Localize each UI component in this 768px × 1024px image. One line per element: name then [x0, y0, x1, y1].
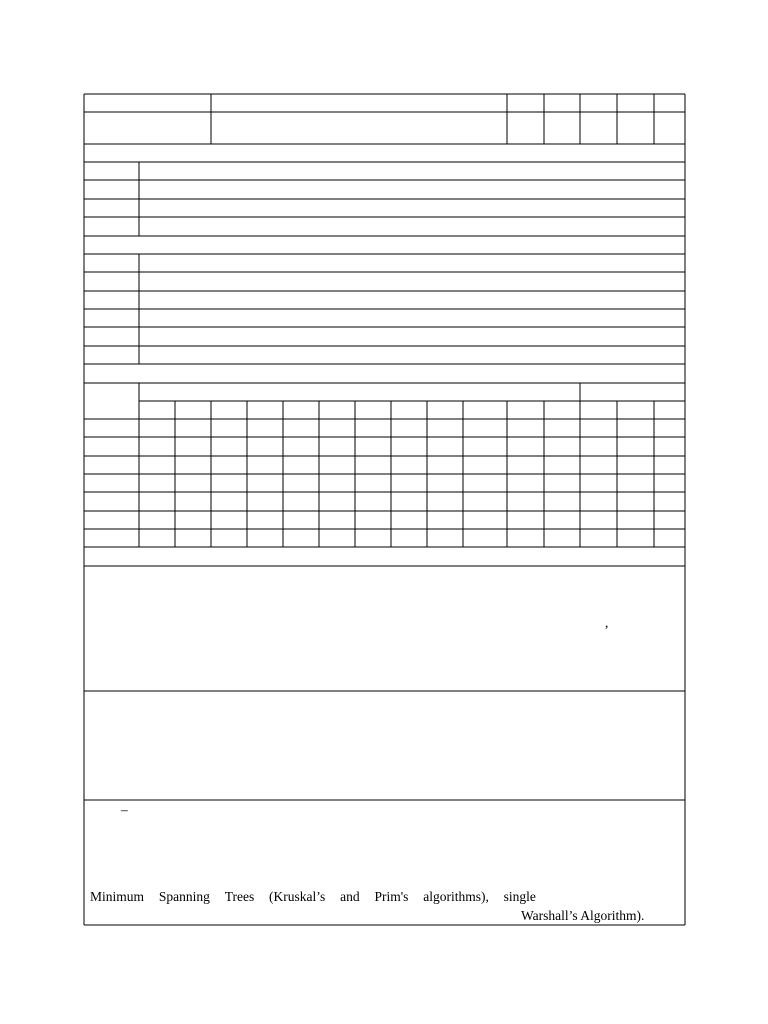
unit-dash-mark: –: [121, 802, 128, 817]
content-word: Prim's: [374, 889, 409, 904]
stray-comma-mark: ,: [605, 615, 609, 630]
content-word: and: [340, 889, 360, 904]
content-line-1: [90, 890, 536, 904]
content-word: algorithms),: [423, 889, 489, 904]
content-word: Minimum: [90, 889, 145, 904]
content-word: Spanning: [158, 889, 210, 904]
content-word: single: [503, 889, 536, 904]
content-word: Trees: [224, 889, 255, 904]
content-word: (Kruskal’s: [269, 889, 326, 904]
content-line-2: Warshall’s Algorithm).: [521, 908, 645, 923]
